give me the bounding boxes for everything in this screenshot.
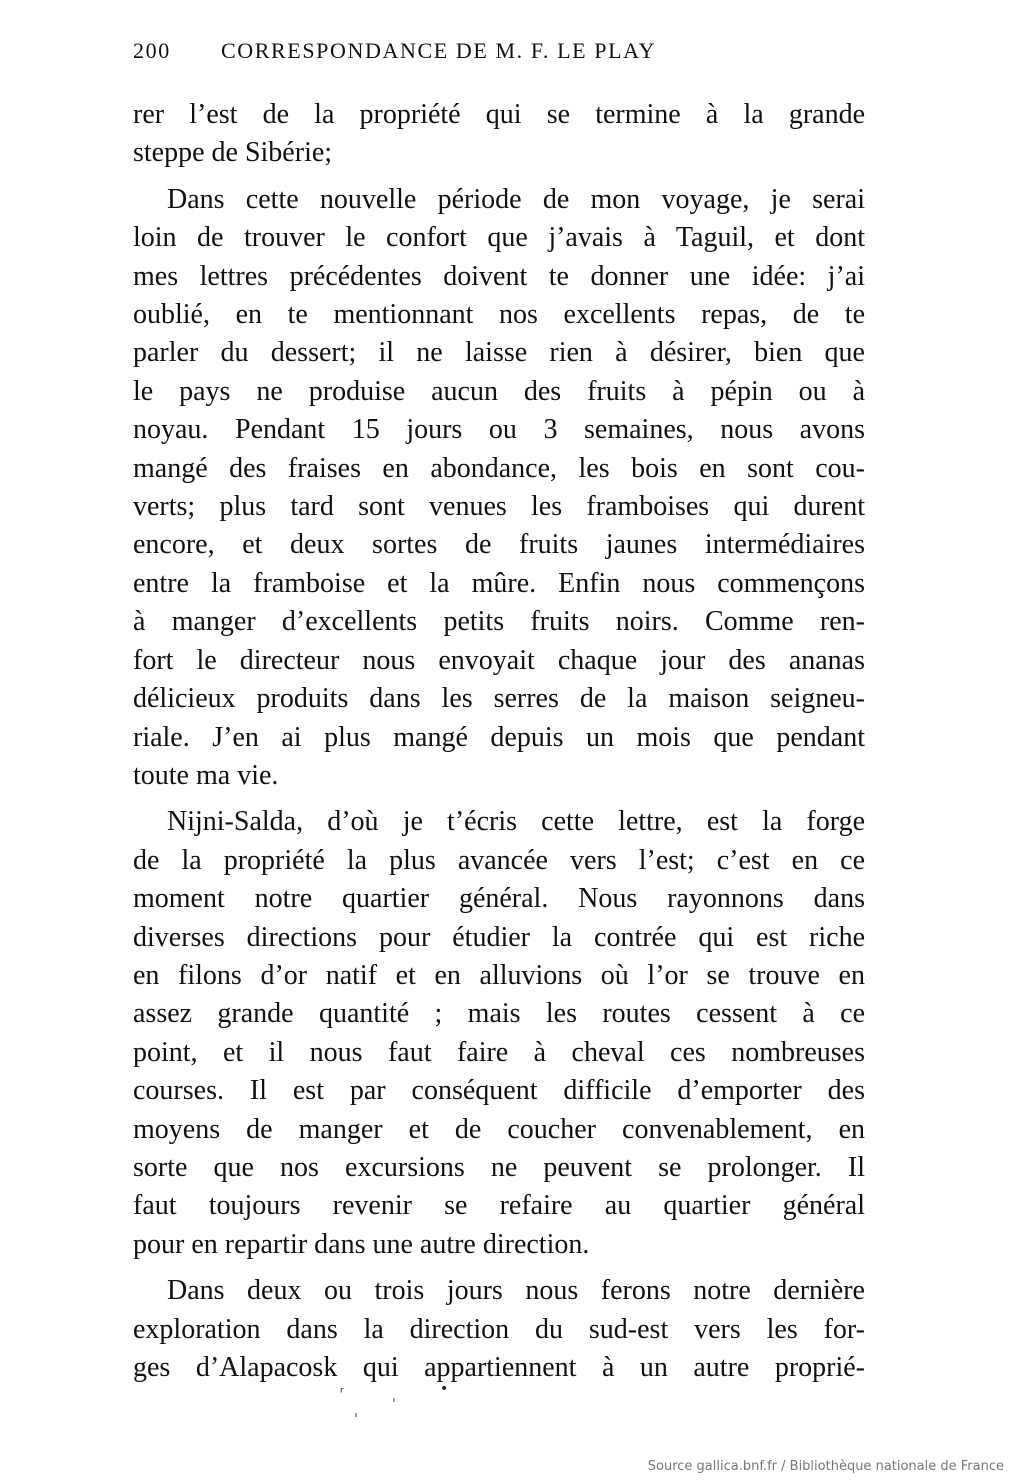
text-line: loin de trouver le confort que j’avais à Taguil, et dont — [133, 222, 865, 254]
text-line: délicieux produits dans les serres de la maison seigneu- — [133, 683, 865, 715]
text-line: diverses directions pour étudier la contrée qui est riche — [133, 921, 865, 953]
text-line: sorte que nos excursions ne peuvent se prolonger. Il — [133, 1151, 865, 1183]
text-line: steppe de Sibérie; — [133, 137, 333, 169]
scan-speck: • — [440, 1381, 449, 1397]
paragraph — [133, 803, 865, 1264]
text-line: Dans cette nouvelle période de mon voyage, je serai — [167, 183, 865, 215]
text-line: ges d’Alapacosk qui appartiennent à un autre proprié- — [133, 1352, 865, 1383]
text-line: moment notre quartier général. Nous rayonnons dans — [133, 883, 865, 915]
scan-speck: ʳ — [340, 1385, 344, 1401]
text-line: point, et il nous faut faire à cheval ces nombreuses — [133, 1036, 865, 1068]
text-line: mes lettres précédentes doivent te donner une idée: j’ai — [133, 260, 865, 292]
text-line: Dans deux ou trois jours nous ferons notre dernière — [167, 1275, 865, 1307]
text-line: le pays ne produise aucun des fruits à pépin ou à — [133, 375, 865, 407]
text-line: exploration dans la direction du sud-est vers les for- — [133, 1313, 865, 1345]
text-line: riale. J’en ai plus mangé depuis un mois que pendant — [133, 721, 865, 753]
paragraph — [133, 181, 865, 796]
text-line: mangé des fraises en abondance, les bois en sont cou- — [133, 452, 865, 484]
paragraph — [133, 1272, 865, 1387]
text-line: parler du dessert; il ne laisse rien à désirer, bien que — [133, 337, 865, 369]
paragraph-gap — [133, 1264, 865, 1272]
text-line: moyens de manger et de coucher convenablement, en — [133, 1113, 865, 1145]
paragraph-gap — [133, 795, 865, 803]
page-number: 200 — [133, 38, 171, 63]
body-text — [133, 96, 865, 1387]
text-line: entre la framboise et la mûre. Enfin nous commençons — [133, 567, 865, 599]
text-line: rer l’est de la propriété qui se termine à la grande — [133, 99, 865, 130]
text-line: à manger d’excellents petits fruits noirs. Comme ren- — [133, 606, 865, 638]
scan-speck: ˈ — [392, 1397, 396, 1413]
text-line: fort le directeur nous envoyait chaque jour des ananas — [133, 644, 865, 676]
text-line: faut toujours revenir se refaire au quartier général — [133, 1190, 865, 1222]
paragraph — [133, 96, 865, 173]
text-line: toute ma vie. — [133, 759, 279, 791]
running-header — [133, 38, 833, 64]
text-line: Nijni-Salda, d’où je t’écris cette lettre, est la forge — [167, 806, 865, 838]
text-line: pour en repartir dans une autre direction. — [133, 1228, 590, 1260]
text-line: verts; plus tard sont venues les framboises qui durent — [133, 491, 865, 523]
scan-speck: ˌ — [354, 1403, 358, 1419]
text-line: en filons d’or natif et en alluvions où l’or se trouve en — [133, 959, 865, 991]
text-line: encore, et deux sortes de fruits jaunes intermédiaires — [133, 529, 865, 561]
paragraph-gap — [133, 173, 865, 181]
text-line: courses. Il est par conséquent difficile d’emporter des — [133, 1075, 865, 1107]
text-line: noyau. Pendant 15 jours ou 3 semaines, nous avons — [133, 414, 865, 446]
source-credit: Source gallica.bnf.fr / Bibliothèque nationale de France — [647, 1459, 1004, 1474]
text-line: assez grande quantité ; mais les routes cessent à ce — [133, 998, 865, 1030]
text-line: oublié, en te mentionnant nos excellents repas, de te — [133, 299, 865, 331]
running-title: CORRESPONDANCE DE M. F. LE PLAY — [221, 38, 657, 63]
text-line: de la propriété la plus avancée vers l’est; c’est en ce — [133, 844, 865, 876]
